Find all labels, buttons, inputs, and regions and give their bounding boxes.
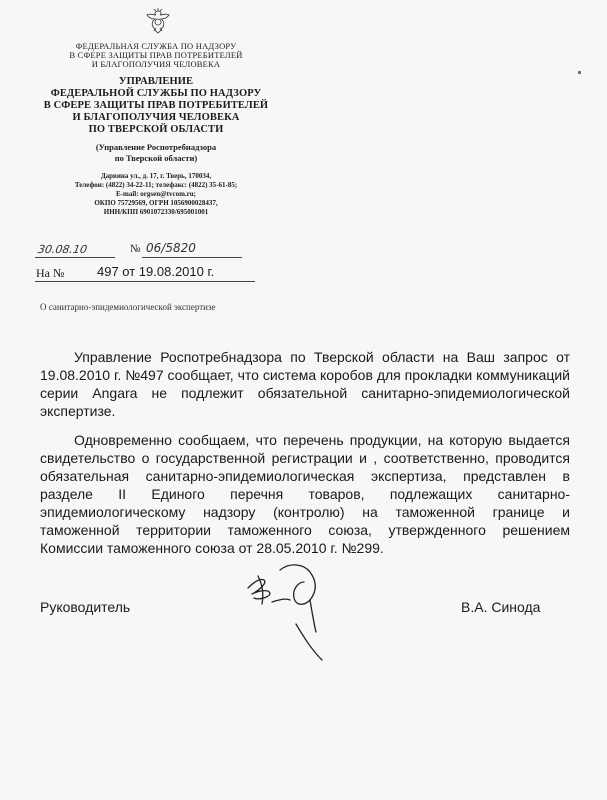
registry-codes-line: ОКПО 75729569, ОГРН 1056900028437,: [94, 199, 218, 207]
handwritten-signature: [240, 556, 340, 664]
signatory-name: В.А. Синода: [461, 599, 541, 615]
scan-speck: [578, 71, 581, 74]
letter-body: [40, 348, 570, 568]
email-line: E-mail: orgsen@tvcom.ru;: [116, 190, 196, 198]
date-underline: [35, 257, 115, 258]
department-line: ФЕДЕРАЛЬНОЙ СЛУЖБЫ ПО НАДЗОРУ: [50, 88, 262, 99]
number-underline: [142, 257, 242, 258]
in-reply-value: 497 от 19.08.2010 г.: [97, 264, 215, 279]
registration-number-label: №: [130, 243, 141, 255]
agency-line: В СФЕРЕ ЗАЩИТЫ ПРАВ ПОТРЕБИТЕЛЕЙ: [69, 50, 243, 60]
address-line: Дарвина ул., д. 17, г. Тверь, 170034,: [100, 172, 212, 180]
body-paragraph: Одновременно сообщаем, что перечень продукции, на которую выдается свидетельство о государственной регистрации и , соответственно, проводится обязательная санитарно-эпидемиологическая экспертиза, представлен в разделе II Единого перечня товаров, подлежащих санитарно-эпидемиологическому надзору (контролю) на таможенной границе и таможенной территории таможенного союза, утвержденного решением Комиссии таможенного союза от 28.05.2010 г. №299.: [40, 432, 570, 556]
registration-date: 30.08.10: [36, 243, 89, 256]
coat-of-arms-emblem: [143, 6, 173, 36]
department-short-name: [40, 142, 272, 164]
department-line: В СФЕРЕ ЗАЩИТЫ ПРАВ ПОТРЕБИТЕЛЕЙ: [43, 100, 269, 111]
contact-details: [40, 172, 272, 217]
agency-line: ФЕДЕРАЛЬНАЯ СЛУЖБА ПО НАДЗОРУ: [75, 41, 237, 51]
agency-line: И БЛАГОПОЛУЧИЯ ЧЕЛОВЕКА: [91, 59, 221, 69]
department-line: УПРАВЛЕНИЕ: [118, 76, 194, 87]
short-name-line: по Тверской области): [114, 153, 198, 163]
phone-line: Телефон: (4822) 34-22-11; телефакс: (4822) 35-61-85;: [74, 181, 238, 189]
registration-number: 06/5820: [146, 241, 196, 255]
body-paragraph: Управление Роспотребнадзора по Тверской области на Ваш запрос от 19.08.2010 г. №497 сообщает, что система коробов для прокладки коммуникаций серии Angara не подлежит обязательной санитарно-эпидемиологической экспертизе.: [40, 349, 570, 419]
short-name-line: (Управление Роспотребнадзора: [95, 142, 217, 152]
in-reply-underline: [35, 281, 255, 282]
agency-name: [40, 42, 272, 69]
department-line: И БЛАГОПОЛУЧИЯ ЧЕЛОВЕКА: [72, 112, 240, 123]
department-name: [40, 76, 272, 136]
department-line: ПО ТВЕРСКОЙ ОБЛАСТИ: [88, 124, 224, 135]
signatory-title: Руководитель: [40, 599, 131, 615]
letter-subject: О санитарно-эпидемиологической экспертизе: [40, 302, 216, 312]
letterhead: [40, 42, 272, 217]
in-reply-label: На №: [36, 266, 65, 280]
tax-id-line: ИНН/КПП 6901072330/695001001: [103, 208, 209, 216]
